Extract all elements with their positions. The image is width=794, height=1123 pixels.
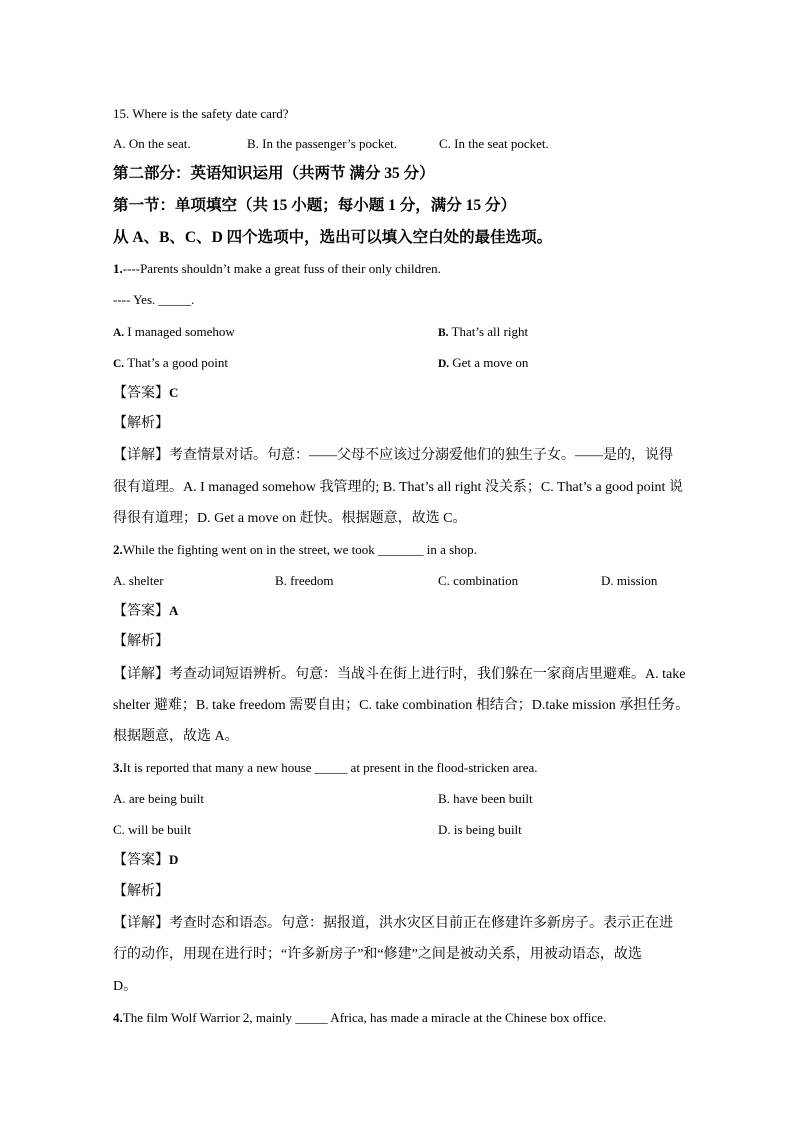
q1-analysis-tag: 【解析】 xyxy=(113,416,169,431)
q2-detail-line: 【详解】考查动词短语辨析。句意：当战斗在街上进行时，我们躲在一家商店里避难。A. take xyxy=(113,667,686,682)
question-4 xyxy=(113,1010,606,1026)
q2-option-b: B. freedom xyxy=(275,573,334,588)
q3-detail-line: 行的动作，用现在进行时；“许多新房子”和“修建”之间是被动关系，用被动语态，故选 xyxy=(113,947,642,962)
q15-option-b: B. In the passenger’s pocket. xyxy=(247,136,397,151)
q3-option-a: A. are being built xyxy=(113,791,204,806)
question-text: It is reported that many a new house _____ at present in the flood-stricken area. xyxy=(122,760,538,775)
q1-detail-line: 很有道理。A. I managed somehow 我管理的; B. That’s all right 没关系；C. That’s a good point 说 xyxy=(113,480,683,495)
q3-analysis-tag: 【解析】 xyxy=(113,884,169,899)
question-number: 1. xyxy=(113,261,123,276)
q2-detail-line: shelter 避难；B. take freedom 需要自由；C. take combination 相结合；D.take mission 承担任务。 xyxy=(113,698,690,713)
q2-analysis-tag: 【解析】 xyxy=(113,634,169,649)
q3-detail-line: D。 xyxy=(113,979,138,994)
answer-tag: 【答案】 xyxy=(113,386,169,401)
answer-tag: 【答案】 xyxy=(113,853,169,868)
option-text: Get a move on xyxy=(452,355,529,370)
question-text: While the fighting went on in the street, we took _______ in a shop. xyxy=(122,542,477,557)
q15-option-a: A. On the seat. xyxy=(113,136,191,151)
question-2 xyxy=(113,542,477,558)
q2-option-a: A. shelter xyxy=(113,573,164,588)
part-two-heading: 第二部分：英语知识运用（共两节 满分 35 分） xyxy=(113,165,435,182)
q2-option-c: C. combination xyxy=(438,573,519,588)
option-text: That’s a good point xyxy=(127,355,228,370)
q3-option-d: D. is being built xyxy=(438,822,522,837)
answer-value: C xyxy=(169,385,179,400)
question-3 xyxy=(113,760,538,776)
q3-detail-line: 【详解】考查时态和语态。句意：据报道，洪水灾区目前正在修建许多新房子。表示正在进 xyxy=(113,916,673,931)
option-label: C. xyxy=(113,358,125,370)
q1-answer xyxy=(113,385,178,402)
q3-option-c: C. will be built xyxy=(113,822,191,837)
q3-answer xyxy=(113,852,178,869)
q3-option-b: B. have been built xyxy=(438,791,533,806)
answer-value: D xyxy=(169,852,179,867)
question-1-reply: ---- Yes. _____. xyxy=(113,292,195,307)
question-text: The film Wolf Warrior 2, mainly _____ Africa, has made a miracle at the Chinese box office. xyxy=(122,1010,607,1025)
answer-tag: 【答案】 xyxy=(113,604,169,619)
question-1 xyxy=(113,261,441,277)
question-number: 3. xyxy=(113,760,123,775)
question-number: 2. xyxy=(113,542,123,557)
q1-detail-line: 得很有道理；D. Get a move on 赶快。根据题意，故选 C。 xyxy=(113,511,467,526)
question-number: 4. xyxy=(113,1010,123,1025)
q2-option-d: D. mission xyxy=(601,573,658,588)
q1-option-d xyxy=(438,355,528,372)
option-label: A. xyxy=(113,327,125,339)
answer-value: A xyxy=(169,603,179,618)
q1-option-a xyxy=(113,324,235,341)
option-text: That’s all right xyxy=(451,324,529,339)
q1-detail-line: 【详解】考查情景对话。句意：——父母不应该过分溺爱他们的独生子女。——是的，说得 xyxy=(113,448,673,463)
option-text: I managed somehow xyxy=(127,324,235,339)
question-text: ----Parents shouldn’t make a great fuss of their only children. xyxy=(122,261,441,276)
option-label: D. xyxy=(438,358,450,370)
option-label: B. xyxy=(438,327,449,339)
q15-option-c: C. In the seat pocket. xyxy=(439,136,549,151)
section-one-heading: 第一节：单项填空（共 15 小题；每小题 1 分，满分 15 分） xyxy=(113,197,517,214)
q2-detail-line: 根据题意，故选 A。 xyxy=(113,729,239,744)
q1-option-c xyxy=(113,355,228,372)
q2-answer xyxy=(113,603,178,620)
q1-option-b xyxy=(438,324,528,341)
instructions-heading: 从 A、B、C、D 四个选项中，选出可以填入空白处的最佳选项。 xyxy=(113,229,553,246)
question-15: 15. Where is the safety date card? xyxy=(113,106,289,121)
